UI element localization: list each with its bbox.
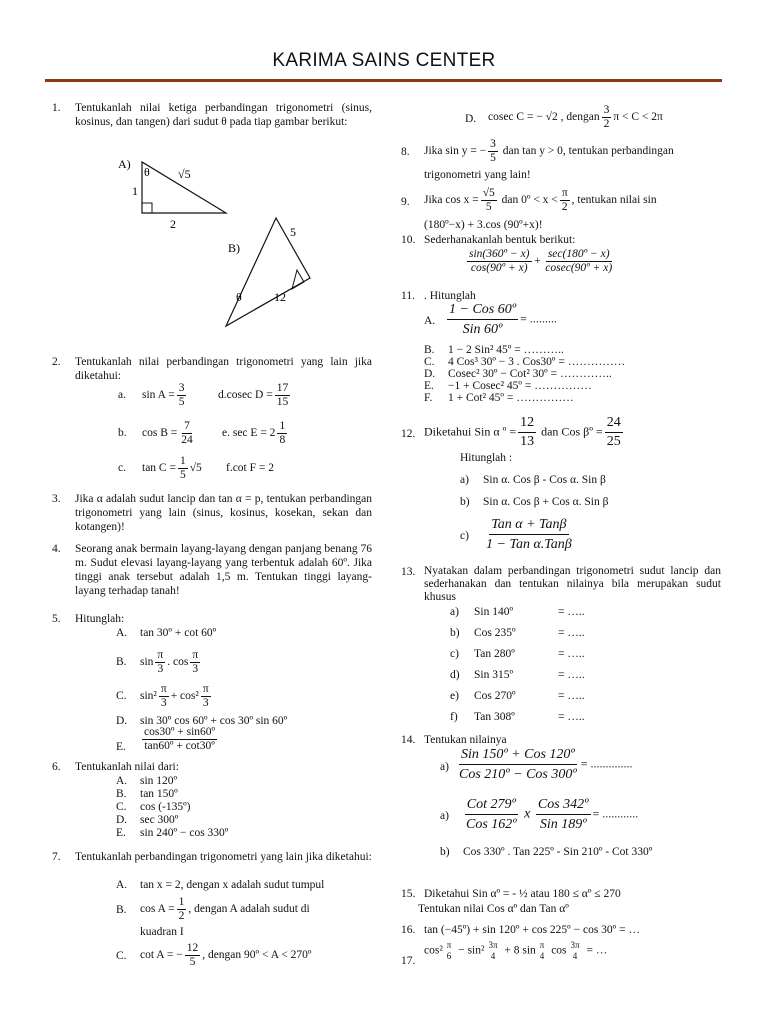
item-text: Sin 140º (474, 606, 514, 618)
q13-text: Nyatakan dalam perbandingan trigonometri sudut lancip dan sederhanakan dan tentukan nilainya bila merupakan sudut khusus (424, 565, 721, 603)
item-label: D. (116, 814, 128, 826)
item-text: cos (-135º) (140, 801, 191, 813)
item-value: = ….. (558, 648, 585, 660)
q12-a-expr: Sin α. Cos β - Cos α. Sin β (483, 474, 606, 486)
q5-a-expr: tan 30º + cot 60º (140, 627, 217, 639)
q6-item (116, 813, 228, 826)
q11-item (424, 367, 625, 379)
q9-expr: Jika cos x = $\frac{√5}{5}$ dan 0º < x < $\frac{\pi}{2}$ , tentukan nilai sin (424, 187, 657, 213)
q14-c-label: b) (440, 846, 450, 858)
q13-item (450, 668, 585, 689)
q17-expr: cos² π 6 − sin² 3π 4 + 8 sin π 4 cos 3π 4 = … (424, 940, 608, 961)
q14-c-expr: Cos 330º . Tan 225º - Sin 210º - Cot 330º (463, 846, 653, 858)
q1-b-side1: 5 (290, 225, 296, 239)
q5-number: 5. (52, 613, 61, 625)
q12-b-label: b) (460, 496, 470, 508)
q1-number: 1. (52, 102, 61, 114)
q12-number: 12. (401, 428, 416, 440)
q7-b-expr: cos A = $\frac{1}{2}$ , dengan A adalah sudut di (140, 896, 310, 922)
q3-number: 3. (52, 493, 61, 505)
item-text: −1 + Cosec² 45º = …………… (448, 380, 592, 392)
q5-text: Hitunglah: (75, 613, 125, 625)
q13-list (450, 605, 585, 731)
q6-item (116, 774, 228, 787)
item-text: 1 + Cot² 45º = …………… (448, 392, 574, 404)
q17-number: 17. (401, 955, 416, 967)
q6-item (116, 787, 228, 800)
q7-b-expr-cont: kuadran I (140, 926, 184, 938)
item-label: e) (450, 690, 459, 702)
q15-number: 15. (401, 888, 416, 900)
item-label: d) (450, 669, 460, 681)
q11-item (424, 343, 625, 355)
q6-number: 6. (52, 761, 61, 773)
q8-expr-cont: trigonometri yang lain! (424, 169, 531, 181)
q1-a-hyp: √5 (178, 167, 191, 181)
q6-list (116, 774, 228, 839)
q14-text: Tentukan nilainya (424, 734, 507, 746)
q2-b-expr: cos B = $\frac{7}{24}$ (142, 420, 193, 446)
q1-a-theta: θ (144, 165, 150, 179)
q7-b-label: B. (116, 904, 127, 916)
q5-e-label: E. (116, 741, 126, 753)
q12-a-label: a) (460, 474, 469, 486)
q2-f-expr: f.cot F = 2 (226, 462, 275, 474)
q5-d-expr: sin 30º cos 60º + cos 30º sin 60º (140, 715, 288, 727)
q16-text: tan (−45º) + sin 120º + cos 225º − cos 30º = … (424, 924, 640, 936)
item-text: tan 150º (140, 788, 178, 800)
q3-text: Jika α adalah sudut lancip dan tan α = p, tentukan perbandingan trigonometri yang lain (sinus, kosinus, kosekan, sekan dan kotangen)! (75, 493, 372, 533)
q12-c-expr: $\frac{\text{Tan α + Tanβ}}{\text{1 − Tan α.Tanβ}}$ (486, 517, 572, 552)
item-label: A. (116, 775, 128, 787)
q14-number: 14. (401, 734, 416, 746)
q7-text: Tentukanlah perbandingan trigonometri yang lain jika diketahui: (75, 851, 372, 863)
q1-a-side2: 2 (170, 217, 176, 231)
q12-sub: Hitunglah : (460, 452, 513, 464)
q2-text: Tentukanlah nilai perbandingan trigonometri yang lain jika diketahui: (75, 356, 372, 382)
item-label: f) (450, 711, 458, 723)
q6-item (116, 800, 228, 813)
item-value: = ….. (558, 627, 585, 639)
q2-d-expr: d.cosec D = $\frac{17}{15}$ (218, 382, 289, 408)
q11-item (424, 391, 625, 403)
q14-a-label: a) (440, 761, 449, 773)
item-text: Cosec² 30º − Cot² 30º = ………….. (448, 368, 612, 380)
item-label: F. (424, 392, 433, 404)
item-text: 1 − 2 Sin² 45º = ……….. (448, 344, 564, 356)
item-text: Cos 270º (474, 690, 516, 702)
q5-d-label: D. (116, 715, 128, 727)
q11-item (424, 379, 625, 391)
q11-a-label: A. (424, 315, 436, 327)
q1-b-side2: 12 (274, 290, 286, 304)
item-label: c) (450, 648, 459, 660)
q2-e-expr: e. sec E = 2 $\frac{1}{8}$ (222, 420, 286, 446)
q11-item (424, 355, 625, 367)
item-text: Sin 315º (474, 669, 514, 681)
q1-triangles (110, 150, 350, 330)
q14-b-expr: $\frac{\text{Cot 279º}}{\text{Cos 162º}}$ x $\frac{\text{Cos 342º}}{\text{Sin 189º}}$ = ............ (466, 797, 639, 832)
q1-b-theta: θ (236, 290, 242, 304)
q1-b-label: B) (228, 241, 240, 255)
q5-b-label: B. (116, 656, 127, 668)
item-text: sin 240º − cos 330º (140, 827, 229, 839)
q14-b-label: a) (440, 810, 449, 822)
q13-item (450, 689, 585, 710)
q11-a-expr: $\frac{\text{1 − Cos 60º}}{\text{Sin 60º}}$ = ......... (449, 302, 557, 337)
q11-number: 11. (401, 290, 415, 302)
q14-a-expr: $\frac{\text{Sin 150º + Cos 120º}}{\text{Cos 210º − Cos 300º}}$ = .............. (459, 747, 633, 782)
q9-number: 9. (401, 196, 410, 208)
q7-c-expr: cot A = − $\frac{12}{5}$ , dengan 90º < A < 270º (140, 942, 312, 968)
q13-item (450, 647, 585, 668)
q13-number: 13. (401, 566, 416, 578)
q2-b-label: b. (118, 427, 127, 439)
q4-number: 4. (52, 543, 61, 555)
q7-number: 7. (52, 851, 61, 863)
q11-text: . Hitunglah (424, 290, 476, 302)
q2-c-expr: tan C = $\frac{1}{5}$ √5 (142, 455, 202, 481)
q8-expr: Jika sin y = − $\frac{3}{5}$ dan tan y > 0, tentukan perbandingan (424, 138, 674, 164)
item-label: a) (450, 606, 459, 618)
item-label: E. (424, 380, 434, 392)
item-label: D. (424, 368, 436, 380)
q16-number: 16. (401, 924, 416, 936)
q2-a-label: a. (118, 389, 126, 401)
q10-expr: $\frac{\text{sin(360º − x)}}{\text{cos(90º + x)}}$ + $\frac{\text{sec(180º − x)}}{\text{cosec(90º + x)}}$ (469, 248, 613, 274)
q11-list (424, 343, 625, 403)
q6-text: Tentukanlah nilai dari: (75, 761, 179, 773)
q8-number: 8. (401, 146, 410, 158)
q5-c-expr: sin² $\frac{\pi}{3}$ + cos² $\frac{\pi}{3}$ (140, 683, 209, 709)
q15-text: Diketahui Sin αº = - ½ atau 180 ≤ αº ≤ 270 (424, 888, 621, 900)
item-value: = ….. (558, 606, 585, 618)
q9-expr-cont: (180º−x) + 3.cos (90º+x)! (424, 219, 543, 231)
q12-c-label: c) (460, 530, 469, 542)
item-value: = ….. (558, 669, 585, 681)
q10-text: Sederhanakanlah bentuk berikut: (424, 234, 576, 246)
item-value: = ….. (558, 711, 585, 723)
header-rule (45, 79, 722, 82)
q6-item (116, 826, 228, 839)
q5-b-expr: sin $\frac{\pi}{3}$ . cos $\frac{\pi}{3}$ (140, 649, 199, 675)
item-text: Cos 235º (474, 627, 516, 639)
item-label: b) (450, 627, 460, 639)
item-text: Tan 280º (474, 648, 515, 660)
item-text: sec 300º (140, 814, 179, 826)
q7-a-expr: tan x = 2, dengan x adalah sudut tumpul (140, 879, 325, 891)
item-text: sin 120º (140, 775, 178, 787)
q7-d-expr: cosec C = − √2 , dengan $\frac{3}{2}$ π < C < 2π (488, 104, 663, 130)
q13-item (450, 710, 585, 731)
q1-text: Tentukanlah nilai ketiga perbandingan trigonometri (sinus, kosinus, dan tangen) dari sudut θ pada tiap gambar berikut: (75, 102, 372, 128)
q1-a-label: A) (118, 157, 131, 171)
q2-a-expr: sin A = $\frac{3}{5}$ (142, 382, 185, 408)
q7-a-label: A. (116, 879, 128, 891)
page-title: KARIMA SAINS CENTER (272, 50, 496, 71)
q4-text: Seorang anak bermain layang-layang dengan panjang benang 76 m. Sudut elevasi layang-layang yang terbentuk adalah 60º. Jika tinggi anak tersebut adalah 1,5 m. Tentukan tinggi layang-layang terhadap tanah! (75, 543, 372, 597)
item-text: Tan 308º (474, 711, 515, 723)
q1-a-side1: 1 (132, 184, 138, 198)
item-text: 4 Cos³ 30º − 3 . Cos30º = …………… (448, 356, 626, 368)
q7-c-label: C. (116, 950, 127, 962)
q2-c-label: c. (118, 462, 126, 474)
item-label: C. (424, 356, 435, 368)
q12-expr: Diketahui Sin α º = $\frac{12}{13}$ dan Cos βº = $\frac{24}{25}$ (424, 415, 621, 449)
q2-number: 2. (52, 356, 61, 368)
q12-b-expr: Sin α. Cos β + Cos α. Sin β (483, 496, 609, 508)
q15-text-cont: Tentukan nilai Cos αº dan Tan αº (418, 903, 569, 915)
item-label: E. (116, 827, 126, 839)
item-value: = ….. (558, 690, 585, 702)
q5-c-label: C. (116, 690, 127, 702)
item-label: B. (424, 344, 435, 356)
q13-item (450, 605, 585, 626)
q5-a-label: A. (116, 627, 128, 639)
q5-e-expr: $\frac{\text{cos30º + sin60º}}{\text{tan60º + cot30º}}$ (144, 726, 216, 752)
q13-item (450, 626, 585, 647)
item-label: C. (116, 801, 127, 813)
item-label: B. (116, 788, 127, 800)
q10-number: 10. (401, 234, 416, 246)
q7-d-label: D. (465, 113, 477, 125)
